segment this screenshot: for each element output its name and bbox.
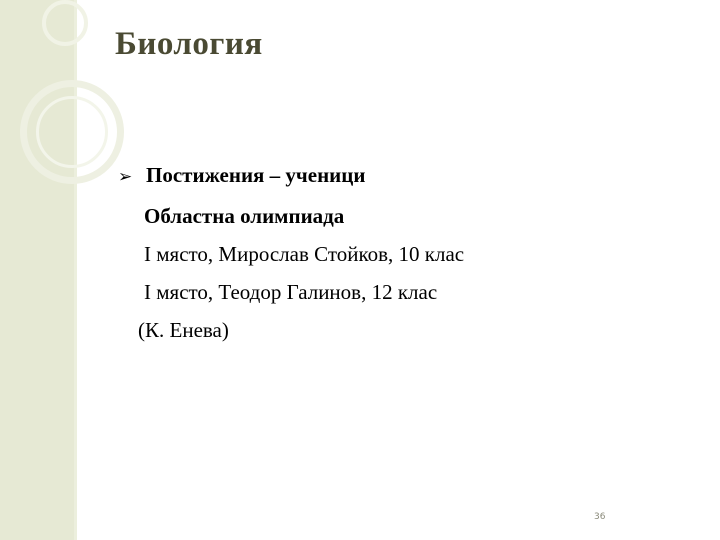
slide-title: Биология	[115, 26, 263, 62]
competition-name: Областна олимпиада	[144, 204, 345, 228]
page-number: 36	[594, 512, 606, 522]
award-line-1: I място, Мирослав Стойков, 10 клас	[144, 242, 465, 266]
arrow-bullet-icon: ➢	[118, 167, 133, 187]
bullet-heading: Постижения – ученици	[146, 163, 366, 187]
decorative-ring-small	[42, 0, 88, 46]
slide-content	[118, 163, 464, 349]
bullet-item	[118, 163, 464, 197]
teacher-note: (К. Енева)	[138, 318, 229, 342]
decorative-ring-inner	[36, 96, 108, 168]
award-line-2: I място, Теодор Галинов, 12 клас	[144, 280, 438, 304]
